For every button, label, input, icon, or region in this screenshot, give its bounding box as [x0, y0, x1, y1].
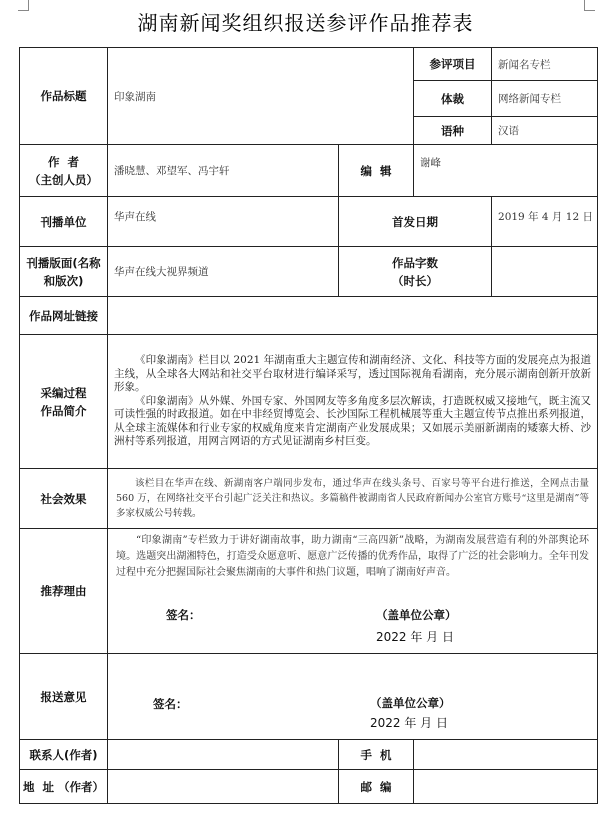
- layout-label-line1: 刊播版面(名称: [26, 255, 101, 270]
- language-value: 汉语: [492, 117, 598, 145]
- opinion-date: 2022 年 月 日: [370, 716, 448, 730]
- work-title-value: 印象湖南: [108, 48, 414, 145]
- recommendation-paragraph: “印象湖南”专栏致力于讲好湖南故事，助力湖南“三高四新”战略，为湖南发展营造有利的外部舆论环境。选题突出湖湘特色，打造受众愿意听、愿意广泛传播的优秀作品，取得了广泛的社会影响力。全年刊发过程中充分把握国际社会聚焦湖南的大事件和热门议题，唱响了湖南好声音。: [116, 535, 590, 578]
- author-label: [20, 145, 108, 197]
- recommendation-form-table: [19, 47, 598, 804]
- opinion-signature-label: 签名：: [153, 697, 188, 711]
- editor-value: 谢峰: [414, 145, 598, 197]
- authors-value: 潘晓慧、邓望军、冯宇轩: [108, 145, 339, 197]
- social-effect-text: [108, 469, 598, 529]
- contact-value: [108, 740, 339, 770]
- summary-paragraph: 《印象湖南》栏目以 2021 年湖南重大主题宣传和湖南经济、文化、科技等方面的发展亮点为报道主线，从全球各大网站和社交平台取材进行编译采写，透过国际视角看湖南，充分展示湖南创新开放新形象。: [114, 354, 592, 394]
- author-label-line2: （主创人员）: [29, 172, 98, 187]
- recommendation-date: 2022 年 月 日: [376, 630, 454, 644]
- word-count-label: [339, 247, 492, 297]
- social-effect-label: 社会效果: [20, 469, 108, 529]
- summary-label-line1: 采编过程: [40, 385, 87, 400]
- layout-value: 华声在线大视界频道: [108, 247, 339, 297]
- page-title: 湖南新闻奖组织报送参评作品推荐表: [137, 11, 474, 35]
- editor-label: 编 辑: [339, 145, 414, 197]
- postcode-label: 邮 编: [339, 770, 414, 804]
- signature-label: 签名：: [166, 608, 201, 622]
- submit-opinion-cell: [108, 654, 598, 740]
- contact-label: 联系人(作者): [20, 740, 108, 770]
- url-label: 作品网址链接: [20, 297, 108, 335]
- category-value: 新闻名专栏: [492, 48, 598, 81]
- author-label-line1: 作 者: [47, 154, 79, 169]
- summary-text: [108, 335, 598, 469]
- first-publish-date-label: 首发日期: [339, 197, 492, 247]
- publisher-label: 刊播单位: [20, 197, 108, 247]
- url-value: [108, 297, 598, 335]
- genre-value: 网络新闻专栏: [492, 81, 598, 117]
- summary-paragraph: 《印象湖南》从外媒、外国专家、外国网友等多角度多层次解读，打造既权威又接地气，既主流又可读性强的时政报道。如在中非经贸博览会、长沙国际工程机械展等重大主题宣传节点推出系列报道，从全球主流媒体和行业专家的权威角度来肯定湖南产业发展成果；又如展示美丽新湖南的矮寨大桥、沙洲村等系列报道，用网言网语的方式见证湖南乡村巨变。: [114, 394, 592, 448]
- address-label: 地 址 （作者）: [20, 770, 108, 804]
- first-publish-date-value: 2019 年 4 月 12 日: [492, 197, 598, 247]
- layout-label: [20, 247, 108, 297]
- opinion-stamp-label: （盖单位公章）: [370, 696, 451, 710]
- recommendation-cell: [108, 529, 598, 654]
- recommendation-text: [108, 529, 597, 585]
- word-count-value: [492, 247, 598, 297]
- social-effect-paragraph: 该栏目在华声在线、新湖南客户端同步发布，通过华声在线头条号、百家号等平台进行推送，全网点击量 560 万，在网络社交平台引起广泛关注和热议。多篇稿件被湖南省人民政府新闻办公室官方账号“这里是湖南”等多家权威公号转载。: [116, 478, 590, 519]
- category-label: 参评项目: [414, 48, 492, 81]
- address-value: [108, 770, 339, 804]
- summary-label: [20, 335, 108, 469]
- phone-value: [414, 740, 598, 770]
- publisher-value: 华声在线: [108, 197, 339, 247]
- work-title-label: 作品标题: [20, 48, 108, 145]
- word-count-label-line2: （时长）: [392, 273, 438, 288]
- layout-label-line2: 和版次): [43, 273, 84, 288]
- word-count-label-line1: 作品字数: [392, 255, 438, 270]
- language-label: 语种: [414, 117, 492, 145]
- postcode-value: [414, 770, 598, 804]
- summary-label-line2: 作品简介: [40, 403, 87, 418]
- genre-label: 体裁: [414, 81, 492, 117]
- stamp-label: （盖单位公章）: [376, 608, 457, 622]
- submit-opinion-label: 报送意见: [20, 654, 108, 740]
- recommendation-label: 推荐理由: [20, 529, 108, 654]
- phone-label: 手 机: [339, 740, 414, 770]
